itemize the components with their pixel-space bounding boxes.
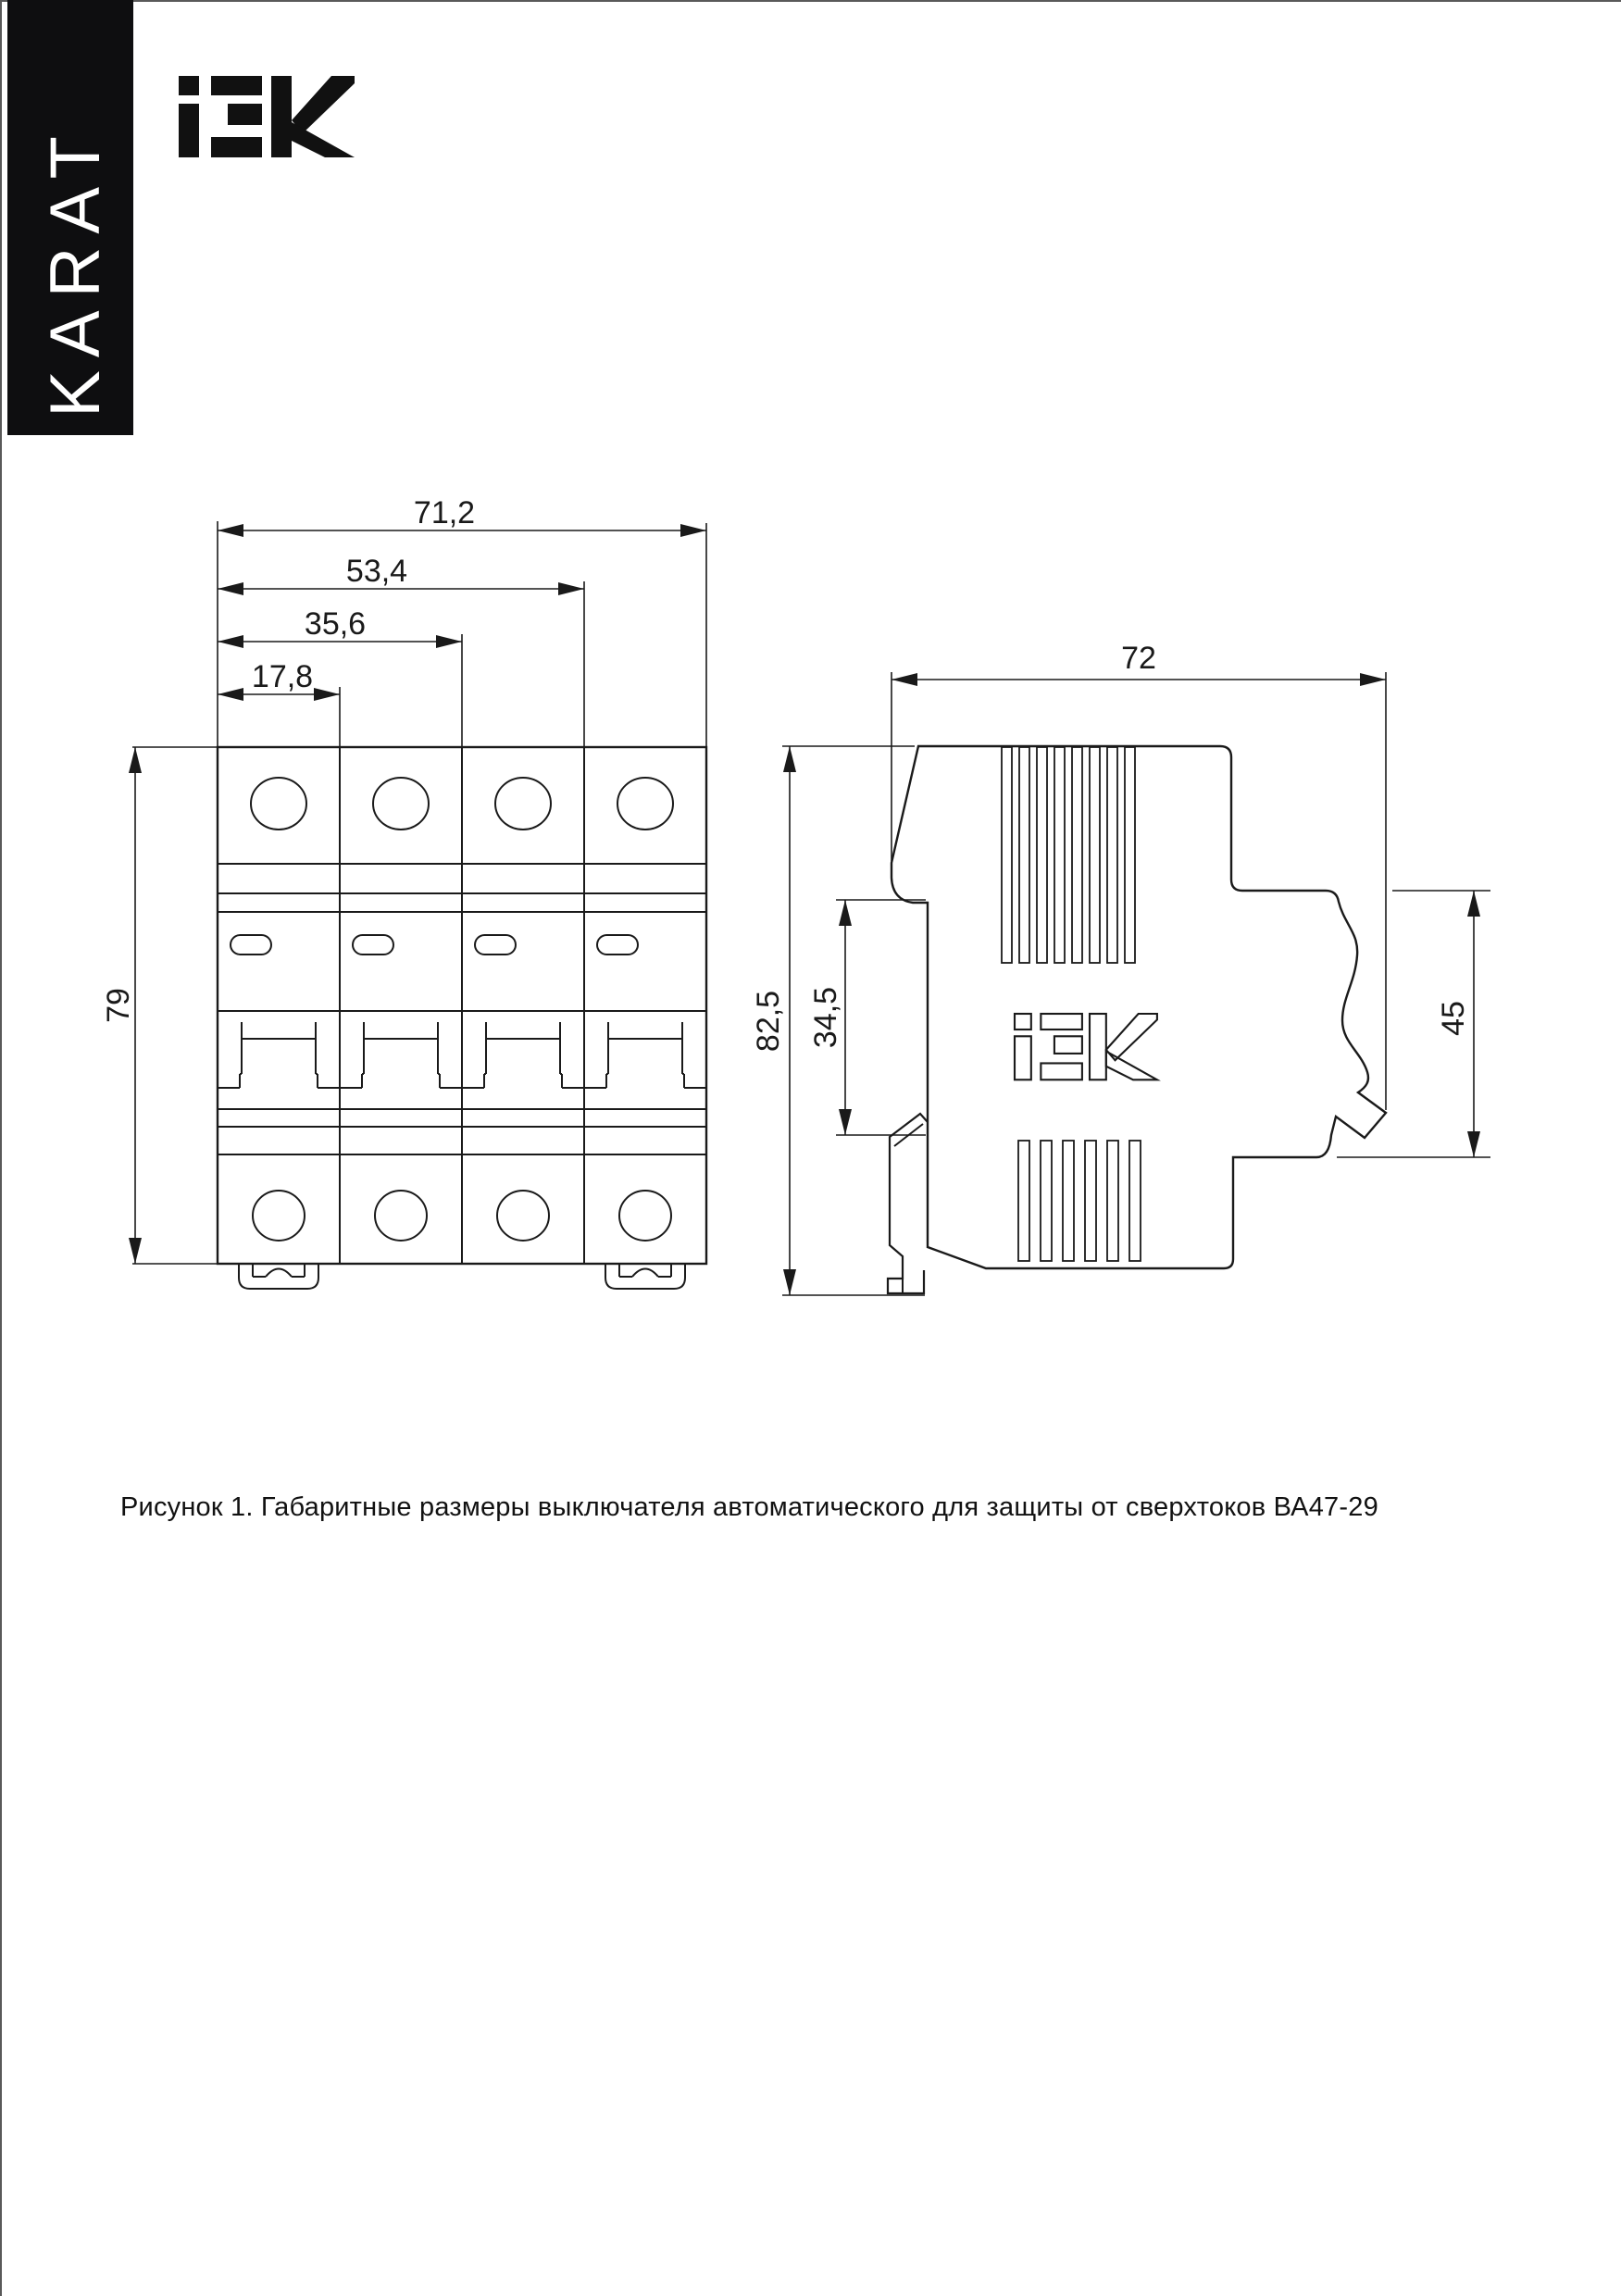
dimension-label-width-total: 71,2	[413, 495, 476, 530]
karat-brand-label: KARAT	[36, 123, 115, 418]
dimension-label-height-total: 82,5	[751, 990, 786, 1053]
side-upper-vent-slots	[1002, 747, 1135, 963]
side-embossed-iek-logo	[1015, 1014, 1157, 1079]
dimension-label-front-height: 79	[101, 988, 136, 1023]
dimension-label-front-part-height: 45	[1436, 1001, 1471, 1036]
front-marking-windows	[231, 935, 638, 955]
side-body-outline	[892, 746, 1386, 1268]
dimension-label-depth-total: 72	[1121, 641, 1156, 676]
side-lower-vent-slots	[1018, 1141, 1141, 1261]
side-view-dimension-lines	[782, 672, 1490, 1295]
dimension-label-width-one-module: 17,8	[251, 659, 314, 694]
dimension-label-width-two-modules: 35,6	[304, 606, 367, 642]
side-view-dimension-arrows	[783, 673, 1480, 1295]
dimension-label-width-three-modules: 53,4	[345, 554, 408, 589]
figure-caption: Рисунок 1. Габаритные размеры выключателя автоматического для защиты от сверхтоков ВА47-29	[120, 1492, 1378, 1522]
front-view-drawing	[129, 521, 706, 1289]
front-din-clips	[239, 1264, 685, 1289]
side-view-drawing	[782, 672, 1490, 1295]
dimension-label-din-recess: 34,5	[808, 986, 843, 1049]
side-din-catch	[888, 1114, 928, 1293]
